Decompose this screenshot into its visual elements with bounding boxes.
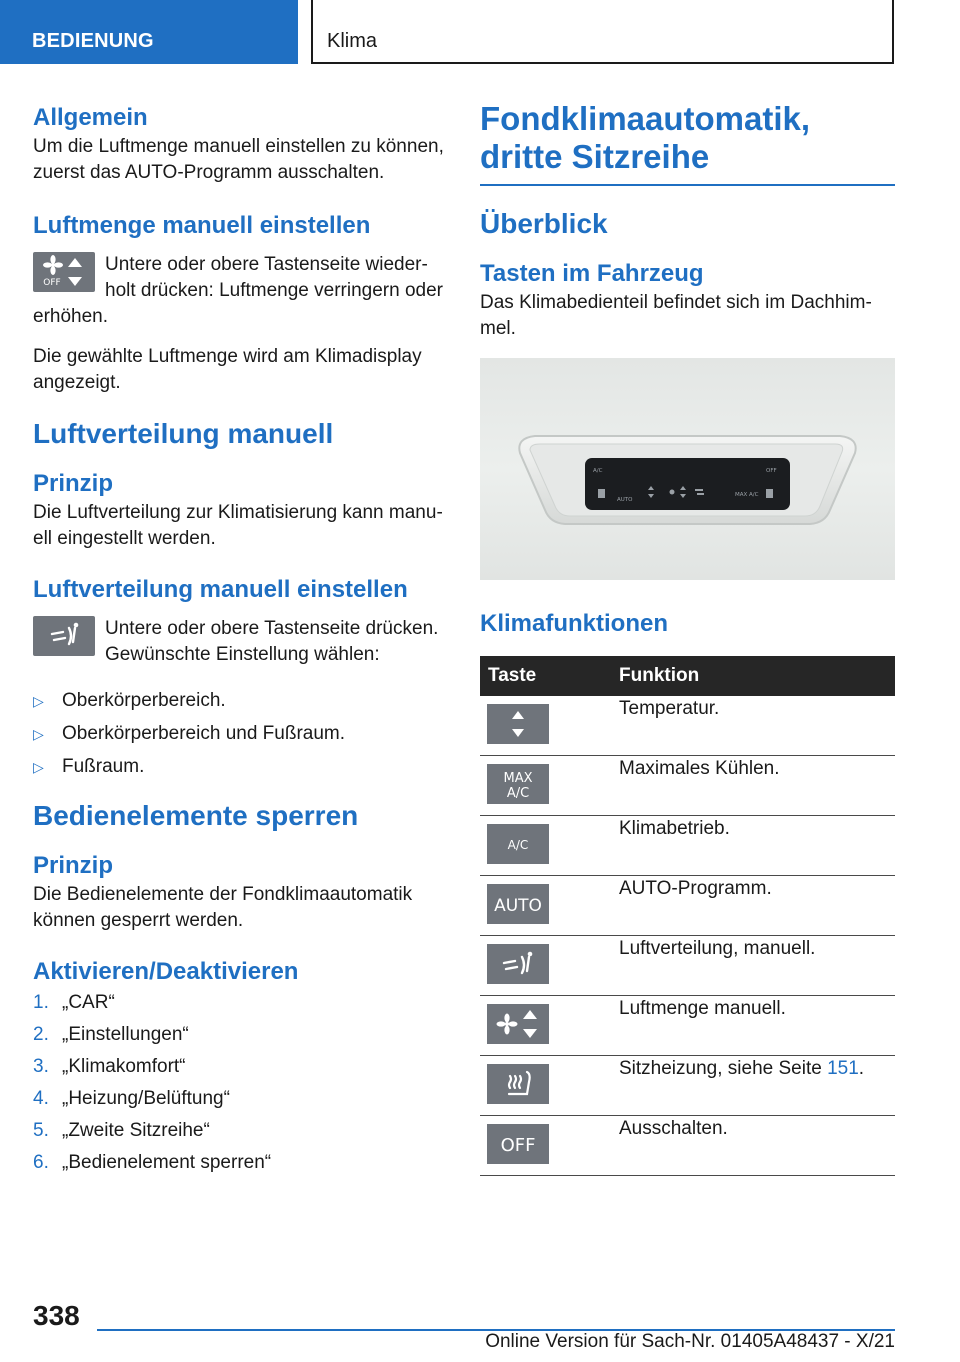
heading-ueberblick: Überblick	[480, 208, 608, 239]
row-description: Luftverteilung, manuell.	[619, 936, 895, 996]
list-item: 2. „Einstellungen“	[33, 1024, 189, 1045]
heading-allgemein: Allgemein	[33, 104, 148, 131]
auto-icon	[487, 884, 549, 924]
ac-icon	[487, 824, 549, 864]
svg-text:A/C: A/C	[506, 786, 530, 801]
table-row	[480, 1056, 895, 1116]
control-panel-photo	[480, 358, 895, 580]
page-reference-link[interactable]: 151	[827, 1058, 859, 1079]
air-distribution-icon	[487, 944, 549, 984]
table-row	[480, 756, 895, 816]
right-column	[480, 100, 895, 1176]
heading-bedienelemente: Bedienelemente sperren	[33, 800, 359, 831]
list-item: 1. „CAR“	[33, 992, 115, 1013]
svg-text:MAX A/C: MAX A/C	[735, 492, 759, 498]
heading-luftverteilung-einstellen: Luftverteilung manuell einstellen	[33, 576, 408, 603]
paragraph-allgemein: Um die Luftmenge manuell einstellen zu können, zuerst das AUTO-Programm ausschalten.	[33, 136, 444, 183]
table-row	[480, 936, 895, 996]
table-row	[480, 996, 895, 1056]
row-description: Klimabetrieb.	[619, 816, 895, 876]
heading-aktivieren: Aktivieren/Deaktivieren	[33, 958, 299, 985]
list-item: ▷ Oberkörperbereich und Fußraum.	[33, 721, 449, 747]
luftverteilung-block	[33, 616, 449, 668]
table-row	[480, 696, 895, 756]
distribution-options	[33, 688, 449, 780]
paragraph-luftmenge: Untere oder obere Tastenseite wiederholt drücken: Luftmenge verringern oder erhöhen.	[33, 254, 443, 327]
steps-list	[33, 990, 449, 1176]
svg-text:AUTO: AUTO	[494, 896, 542, 916]
heading-tasten: Tasten im Fahrzeug	[480, 260, 704, 287]
heading-luftverteilung: Luftverteilung manuell	[33, 418, 334, 449]
paragraph-luftverteilung: Untere oder obere Tastenseite drücken. Gewünschte Einstellung wählen:	[105, 618, 439, 665]
column-header-funktion: Funktion	[619, 656, 895, 696]
paragraph-prinzip-1: Die Luftverteilung zur Klimatisierung kann manuell eingestellt werden.	[33, 502, 443, 549]
svg-text:AUTO: AUTO	[617, 497, 633, 503]
list-item: 5. „Zweite Sitzreihe“	[33, 1120, 210, 1141]
triangle-bullet-icon: ▷	[33, 726, 44, 742]
svg-text:OFF: OFF	[43, 278, 61, 288]
row-description: Luftmenge manuell.	[619, 996, 895, 1056]
paragraph-tasten: Das Klimabedienteil befindet sich im Dachhimmel.	[480, 292, 872, 339]
fan-off-key-icon	[33, 252, 95, 292]
functions-table	[480, 656, 895, 1176]
seat-heating-icon	[487, 1064, 549, 1104]
row-description: Maximales Kühlen.	[619, 756, 895, 816]
section-tab	[0, 0, 298, 64]
left-column	[33, 100, 449, 1182]
svg-text:MAX: MAX	[503, 771, 533, 786]
paragraph-prinzip-2: Die Bedienelemente der Fondklimaautomatik können gesperrt werden.	[33, 884, 413, 931]
heading-rule	[480, 184, 895, 186]
page-number: 338	[33, 1300, 80, 1331]
table-header-row	[480, 656, 895, 696]
list-item: ▷ Oberkörperbereich.	[33, 688, 449, 714]
subheading-prinzip-2: Prinzip	[33, 852, 114, 879]
chapter-heading: Fondklimaautomatik, dritte Sitzreihe	[480, 100, 811, 175]
chapter-tab	[311, 0, 894, 64]
list-item: 3. „Klimakomfort“	[33, 1056, 186, 1077]
row-description: Sitzheizung, siehe Seite 151.	[619, 1056, 895, 1116]
temperature-arrows-icon	[487, 704, 549, 744]
heading-klimafunktionen: Klimafunktionen	[480, 610, 669, 637]
list-item: ▷ Fußraum.	[33, 754, 449, 780]
list-item: 4. „Heizung/Belüftung“	[33, 1088, 230, 1109]
luftmenge-block	[33, 252, 449, 330]
svg-text:OFF: OFF	[500, 1135, 536, 1156]
subheading-prinzip-1: Prinzip	[33, 470, 114, 497]
table-row	[480, 876, 895, 936]
heading-luftmenge: Luftmenge manuell einstellen	[33, 212, 371, 239]
svg-text:A/C: A/C	[593, 468, 603, 474]
air-distribution-key-icon	[33, 616, 95, 656]
triangle-bullet-icon: ▷	[33, 759, 44, 775]
list-item: 6. „Bedienelement sperren“	[33, 1152, 272, 1173]
footer-text: Online Version für Sach-Nr. 01405A48437 - X/21	[485, 1331, 895, 1352]
row-description: Temperatur.	[619, 696, 895, 756]
section-title: BEDIENUNG	[32, 30, 154, 52]
off-icon	[487, 1124, 549, 1164]
triangle-bullet-icon: ▷	[33, 693, 44, 709]
column-header-taste: Taste	[480, 656, 619, 696]
paragraph-luftmenge-display: Die gewählte Luftmenge wird am Klimadisplay angezeigt.	[33, 346, 422, 393]
svg-text:OFF: OFF	[766, 468, 777, 474]
row-description: Ausschalten.	[619, 1116, 895, 1176]
table-row	[480, 816, 895, 876]
max-ac-icon	[487, 764, 549, 804]
table-row	[480, 1116, 895, 1176]
chapter-title: Klima	[327, 30, 378, 52]
fan-speed-icon	[487, 1004, 549, 1044]
row-description: AUTO-Programm.	[619, 876, 895, 936]
svg-text:A/C: A/C	[507, 838, 529, 852]
